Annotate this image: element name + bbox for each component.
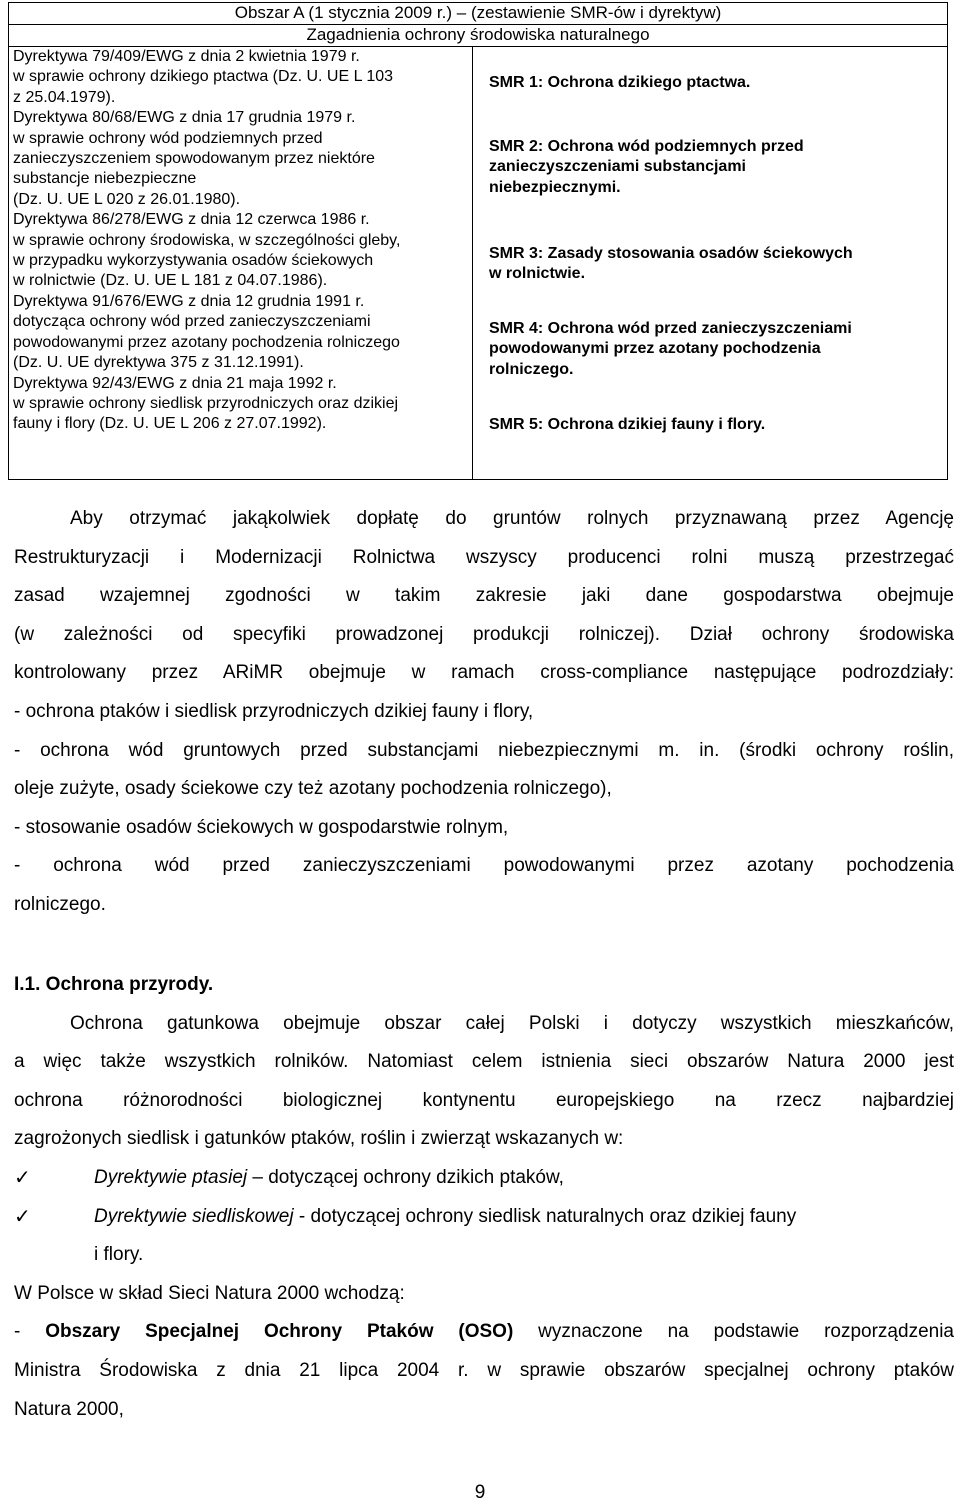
text-line: zagrożonych siedlisk i gatunków ptaków, roślin i zwierząt wskazanych w: (14, 1128, 624, 1150)
directive-line: Dyrektywa 80/68/EWG z dnia 17 grudnia 1979 r. (13, 109, 356, 127)
subsection-item-cont: rolniczego. (14, 893, 106, 915)
oso-line: Ministra Środowiska z dnia 21 lipca 2004 r. w sprawie obszarów specjalnej ochrony ptaków (14, 1359, 954, 1381)
checklist-item-habitats (14, 1198, 954, 1237)
table-header-area: Obszar A (1 stycznia 2009 r.) – (zestawienie SMR-ów i dyrektyw) (9, 3, 947, 25)
directive-line: Dyrektywa 86/278/EWG z dnia 12 czerwca 1986 r. (13, 211, 370, 229)
section-heading: I.1. Ochrona przyrody. (14, 974, 214, 995)
directive-line: w rolnictwie (Dz. U. UE L 181 z 04.07.1986). (13, 272, 328, 290)
directive-line: w przypadku wykorzystywania osadów ściekowych (13, 252, 374, 270)
directive-line: powodowanymi przez azotany pochodzenia rolniczego (13, 333, 400, 351)
directive-line: substancje niebezpieczne (13, 170, 197, 188)
page-number: 9 (474, 1482, 486, 1503)
table-body (9, 47, 947, 479)
text-line: ochrona różnorodności biologicznej kontynentu europejskiego na rzecz najbardziej (14, 1089, 954, 1111)
text-line: Aby otrzymać jakąkolwiek dopłatę do gruntów rolnych przyznawaną przez Agencję (70, 508, 954, 529)
directive-line: w sprawie ochrony siedlisk przyrodniczych oraz dzikiej (13, 394, 399, 412)
directive-line: w sprawie ochrony wód podziemnych przed (13, 129, 323, 147)
table-header-topic: Zagadnienia ochrony środowiska naturalnego (9, 25, 947, 47)
directive-line: w sprawie ochrony środowiska, w szczególności gleby, (13, 231, 401, 249)
checklist-item-habitats-cont (14, 1236, 954, 1275)
directive-desc: - dotyczącej ochrony siedlisk naturalnych oraz dzikiej fauny (293, 1205, 797, 1227)
check-icon: ✓ (14, 1166, 31, 1189)
directive-line: (Dz. U. UE L 020 z 26.01.1980). (13, 190, 241, 208)
directive-name: Dyrektywie siedliskowej (94, 1205, 294, 1227)
directive-name: Dyrektywie ptasiej (94, 1166, 248, 1188)
subsection-item: - stosowanie osadów ściekowych w gospodarstwie rolnym, (14, 816, 509, 838)
smr-column (473, 47, 947, 479)
oso-line: Natura 2000, (14, 1398, 124, 1420)
smr-4: SMR 4: Ochrona wód przed zanieczyszczeniami powodowanymi przez azotany pochodzenia rolniczego. (489, 320, 852, 378)
natura-intro: W Polsce w skład Sieci Natura 2000 wchodzą: (14, 1282, 405, 1304)
subsection-item: - ochrona wód przed zanieczyszczeniami powodowanymi przez azotany pochodzenia (14, 855, 954, 877)
directive-line: (Dz. U. UE dyrektywa 375 z 31.12.1991). (13, 354, 304, 372)
intro-paragraph (14, 500, 954, 925)
check-icon: ✓ (14, 1205, 31, 1228)
text-line: zasad wzajemnej zgodności w takim zakresie jaki dane gospodarstwa obejmuje (14, 585, 954, 607)
subsection-item: - ochrona ptaków i siedlisk przyrodniczych dzikiej fauny i flory, (14, 700, 534, 722)
subsection-item: - ochrona wód gruntowych przed substancjami niebezpiecznymi m. in. (środki ochrony roślin, (14, 739, 954, 761)
smr-3: SMR 3: Zasady stosowania osadów ściekowych w rolnictwie. (489, 245, 853, 283)
text-line: (w zależności od specyfiki prowadzonej produkcji rolniczej). Dział ochrony środowiska (14, 623, 954, 645)
directive-line: Dyrektywa 79/409/EWG z dnia 2 kwietnia 1979 r. (13, 48, 360, 65)
text-line: Restrukturyzacji i Modernizacji Rolnictwa wszyscy producenci rolni muszą przestrzegać (14, 546, 954, 568)
text-line: a więc także wszystkich rolników. Natomiast celem istnienia sieci obszarów Natura 2000 jest (14, 1051, 954, 1073)
smr-5: SMR 5: Ochrona dzikiej fauny i flory. (489, 416, 766, 433)
directive-line: zanieczyszczeniem spowodowanym przez niektóre (13, 150, 375, 168)
directive-desc: i flory. (94, 1244, 144, 1266)
directives-column (9, 47, 473, 479)
subsection-item-cont: oleje zużyte, osady ściekowe czy też azotany pochodzenia rolniczego), (14, 778, 612, 800)
smr-2: SMR 2: Ochrona wód podziemnych przed zanieczyszczeniami substancjami niebezpiecznymi. (489, 138, 804, 196)
oso-term: Obszary Specjalnej Ochrony Ptaków (OSO) (45, 1321, 514, 1343)
smr-directives-table (8, 2, 948, 480)
directive-line: z 25.04.1979). (13, 88, 116, 106)
text-line: kontrolowany przez ARiMR obejmuje w ramach cross-compliance następujące podrozdziały: (14, 662, 954, 684)
text-line: Ochrona gatunkowa obejmuje obszar całej Polski i dotyczy wszystkich mieszkańców, (70, 1012, 954, 1034)
oso-line: - Obszary Specjalnej Ochrony Ptaków (OSO) wyznaczone na podstawie rozporządzenia (14, 1321, 954, 1343)
checklist-item-birds (14, 1159, 954, 1198)
nature-section (14, 966, 954, 1429)
smr-1: SMR 1: Ochrona dzikiego ptactwa. (489, 74, 751, 91)
directive-line: Dyrektywa 92/43/EWG z dnia 21 maja 1992 r. (13, 374, 337, 392)
directive-line: fauny i flory (Dz. U. UE L 206 z 27.07.1992). (13, 415, 327, 433)
directive-line: dotycząca ochrony wód przed zanieczyszczeniami (13, 313, 371, 331)
directive-desc: – dotyczącej ochrony dzikich ptaków, (247, 1166, 564, 1188)
directive-line: w sprawie ochrony dzikiego ptactwa (Dz. U. UE L 103 (13, 68, 394, 86)
directive-line: Dyrektywa 91/676/EWG z dnia 12 grudnia 1991 r. (13, 292, 365, 310)
